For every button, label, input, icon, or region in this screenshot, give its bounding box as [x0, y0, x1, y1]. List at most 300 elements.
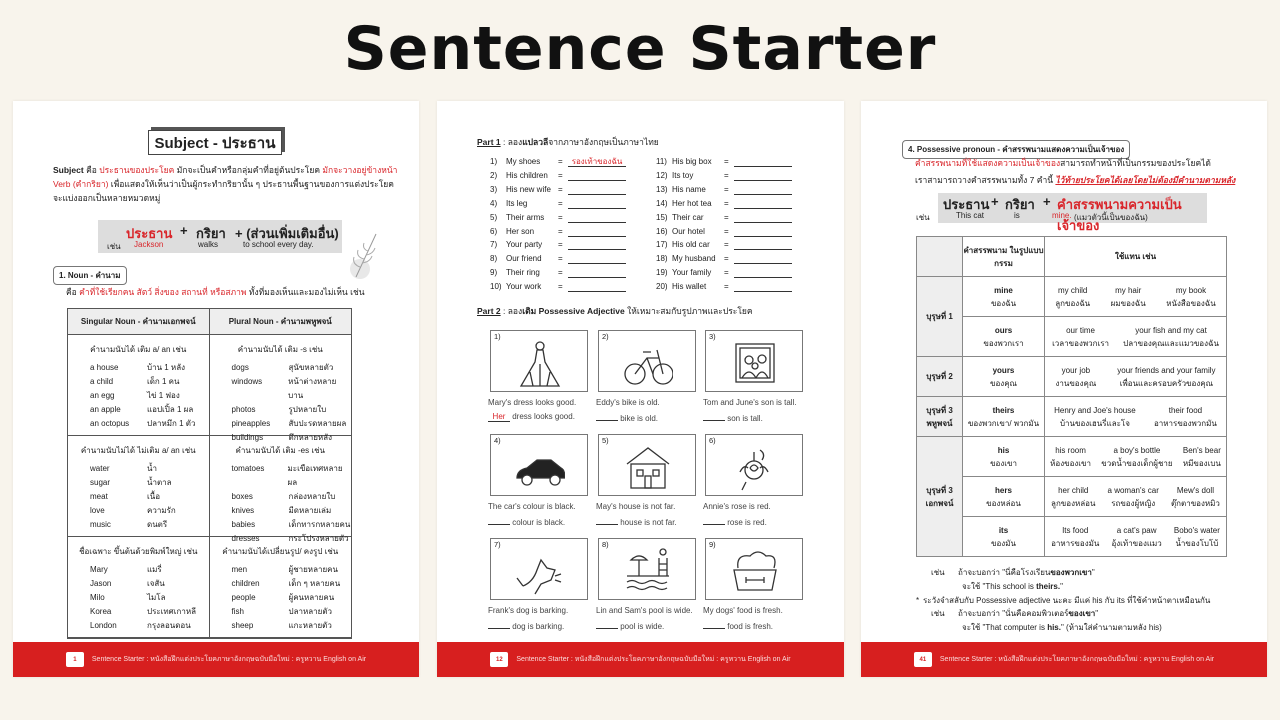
example-english: your friends and your family — [1117, 365, 1216, 375]
exercise-caption — [703, 500, 813, 530]
answer-blank[interactable] — [596, 410, 618, 421]
list-item — [210, 504, 352, 518]
table-cell — [68, 335, 210, 436]
sentence-rest: rose is red. — [725, 518, 767, 527]
sentence-rest: son is tall. — [725, 414, 763, 423]
list-item — [210, 490, 352, 504]
equals-sign: = — [558, 254, 563, 264]
text-segment: ถ้าจะบอกว่า "นั่นคือคอมพิวเตอร์ — [958, 609, 1069, 619]
cell-title: คำนามนับได้เปลี่ยนรูป/ คงรูป เช่น — [222, 547, 339, 556]
list-item — [210, 361, 352, 375]
thai-meaning: เด็ก ๆ หลายคน — [288, 579, 341, 588]
fill-line — [596, 618, 706, 634]
list-item — [68, 417, 209, 431]
example-verb: walks — [198, 240, 219, 249]
note-line — [962, 621, 1162, 635]
picture-box — [598, 330, 696, 392]
list-item — [68, 605, 209, 619]
example-thai: น้ำของโบโบ้ — [1175, 538, 1219, 548]
examples-cell — [1045, 397, 1227, 437]
person-label: บุรุษที่ 1 — [917, 277, 963, 357]
exercise-caption — [596, 500, 706, 530]
examples-cell — [1045, 517, 1227, 557]
pronoun-cell — [963, 517, 1045, 557]
example-english: her child — [1058, 485, 1089, 495]
exercise-caption — [703, 396, 813, 426]
item-phrase: His big box — [672, 157, 712, 166]
equals-sign: = — [558, 198, 563, 208]
formula-plus: + — [180, 223, 188, 238]
example-thai: อาหารของพวกมัน — [1153, 418, 1217, 428]
equals-sign: = — [724, 212, 729, 222]
answer-blank[interactable] — [568, 226, 626, 237]
exercise-caption — [596, 604, 706, 634]
cell-title: คำนามนับไม่ได้ ไม่เติม a/ an เช่น — [80, 446, 196, 455]
pronoun-cell — [963, 357, 1045, 397]
footer-text: Sentence Starter : หนังสือฝึกแต่งประโยคภาษาอังกฤษฉบับมือใหม่ : ครูหวาน English on Air — [516, 656, 791, 663]
example-item — [1108, 484, 1159, 510]
answer-blank[interactable] — [703, 410, 725, 421]
thai-meaning: มีดหลายเล่ม — [288, 506, 332, 515]
text-segment: ถ้าจะบอกว่า "นี่คือโรงเรียน — [958, 568, 1051, 577]
example-extra: to school every day. — [243, 240, 314, 249]
english-word: a child — [90, 377, 114, 386]
answer-blank[interactable] — [568, 170, 626, 181]
text-segment: his. — [1047, 623, 1061, 633]
example-english: your fish and my cat — [1135, 325, 1207, 335]
table-cell — [210, 436, 352, 543]
list-item — [68, 361, 209, 375]
thai-meaning: แมรี่ — [147, 565, 162, 574]
english-word: Milo — [90, 593, 105, 602]
answer-blank[interactable] — [734, 184, 792, 195]
examples-cell — [1045, 277, 1227, 317]
english-word: buildings — [231, 433, 264, 442]
main-title: Sentence Starter — [343, 14, 937, 84]
picture-box — [705, 330, 803, 392]
list-item — [68, 375, 209, 389]
pronoun-thai: ของหล่อน — [986, 498, 1021, 508]
page-footer — [437, 642, 844, 677]
item-phrase: His wallet — [672, 282, 707, 292]
answer-blank[interactable] — [596, 514, 618, 525]
fill-line — [488, 618, 598, 634]
picture-box — [490, 330, 588, 392]
example-thai: งานของคุณ — [1055, 378, 1097, 388]
list-item — [68, 577, 209, 591]
text-segment: ให้เหมาะสมกับรูปภาพและประโยค — [624, 306, 753, 316]
thai-meaning: ปลาหมึก 1 ตัว — [147, 419, 196, 428]
equals-sign: = — [724, 157, 729, 166]
page-number: 41 — [919, 656, 927, 663]
exercise-number: 5) — [602, 436, 609, 445]
formula-subject: ประธาน — [126, 226, 173, 241]
book-icon — [490, 652, 508, 667]
pronoun: mine — [994, 285, 1013, 295]
item-phrase: Her hot tea — [672, 198, 712, 208]
example-item — [1051, 524, 1099, 550]
formula-plus: + — [991, 194, 999, 209]
text-segment: ประธานของประโยค — [99, 165, 175, 175]
example-thai: อุ้งเท้าของแมว — [1111, 538, 1162, 548]
exercise-caption — [596, 396, 706, 426]
thai-meaning: เจสัน — [147, 579, 165, 588]
footer-text: Sentence Starter : หนังสือฝึกแต่งประโยคภาษาอังกฤษฉบับมือใหม่ : ครูหวาน English on Air — [939, 656, 1215, 663]
example-item — [1166, 284, 1215, 310]
bike-icon — [623, 337, 673, 389]
example-item — [1117, 364, 1215, 390]
equals-sign: = — [558, 170, 563, 180]
text-segment: จะใช้ "This school is — [962, 581, 1037, 591]
equals-sign: = — [724, 198, 729, 208]
answer-blank[interactable] — [568, 198, 626, 209]
page-possessive-pronoun — [861, 101, 1267, 677]
thai-meaning: เด็กทารกหลายคน — [288, 520, 351, 529]
answer-blank[interactable] — [488, 618, 510, 629]
examples — [1045, 524, 1226, 550]
thai-meaning: ผู้คนหลายคน — [288, 593, 335, 602]
car-icon — [515, 441, 565, 493]
person-label: บุรุษที่ 3 พหูพจน์ — [917, 397, 963, 437]
answer-blank[interactable] — [568, 281, 626, 292]
examples — [1045, 324, 1226, 350]
answer-blank[interactable] — [734, 281, 792, 292]
item-number: 13) — [656, 184, 668, 194]
source-sentence: May's house is not far. — [596, 502, 676, 511]
equals-sign: = — [558, 226, 563, 236]
note-lead: เช่น — [931, 568, 945, 577]
answer-blank[interactable] — [734, 226, 792, 237]
english-word: love — [90, 506, 105, 515]
text-segment: คือ — [66, 287, 80, 297]
english-word: babies — [231, 520, 256, 529]
thai-meaning: น้ำตาล — [147, 478, 172, 487]
thai-meaning: ความรัก — [147, 506, 176, 515]
text-segment: ระวังจำสลับกับ Possessive adjective นะคะ มีแค่ his กับ its ที่ใช้คำหน้าตาเหมือนกัน — [923, 595, 1211, 605]
answer-blank[interactable] — [568, 239, 626, 250]
item-number: 18) — [656, 254, 668, 264]
table-cell — [210, 335, 352, 442]
example-english: our time — [1066, 325, 1095, 335]
equals-sign: = — [724, 170, 729, 180]
english-word: sugar — [90, 478, 111, 487]
pronoun: yours — [992, 365, 1015, 375]
answer-blank[interactable] — [596, 618, 618, 629]
note-line — [958, 566, 1095, 580]
picture-box — [705, 434, 803, 496]
list-item — [210, 417, 352, 431]
example-english: Henry and Joe's house — [1054, 405, 1136, 415]
example-english: a boy's bottle — [1113, 445, 1161, 455]
note-line — [958, 607, 1098, 621]
cell-title: ชื่อเฉพาะ ขึ้นต้นด้วยพิมพ์ใหญ่ เช่น — [79, 547, 198, 556]
english-word: fish — [231, 607, 244, 616]
thai-meaning: กรุงลอนดอน — [147, 621, 191, 630]
answer-blank[interactable] — [734, 239, 792, 250]
table-cell — [210, 537, 352, 638]
item-phrase: His old car — [672, 240, 710, 250]
answer-blank[interactable] — [734, 267, 792, 278]
item-number: 19) — [656, 268, 668, 278]
text-segment: จากภาษาอังกฤษเป็นภาษาไทย — [548, 137, 659, 147]
sentence-rest: dress looks good. — [510, 412, 575, 421]
sentence-rest: colour is black. — [510, 518, 566, 527]
item-number: 9) — [490, 268, 498, 278]
formula-verb: กริยา — [1005, 197, 1035, 212]
picture-box — [490, 434, 588, 496]
item-number: 11) — [656, 157, 667, 166]
exercise-number: 7) — [494, 540, 501, 549]
example-item — [1055, 364, 1096, 390]
example-translation: (แมวตัวนี้เป็นของฉัน) — [1074, 213, 1148, 222]
answer-blank[interactable] — [488, 514, 510, 525]
answer-blank[interactable] — [568, 212, 626, 223]
text-segment: คำสรรพนามที่ใช้แสดงความเป็นเจ้าของ — [915, 158, 1061, 168]
item-number: 7) — [490, 240, 498, 250]
examples-cell — [1045, 477, 1227, 517]
example-item — [1055, 284, 1090, 310]
exercise-caption — [488, 604, 598, 634]
examples — [1045, 444, 1226, 470]
item-number: 10) — [490, 282, 502, 292]
example-item — [1052, 324, 1109, 350]
example-thai: ลูกของหล่อน — [1051, 498, 1096, 508]
family-photo-icon — [730, 337, 780, 389]
list-item — [210, 462, 352, 490]
thai-meaning: บ้าน 1 หลัง — [147, 363, 186, 372]
table-header: Singular Noun - คำนามเอกพจน์ — [68, 309, 210, 335]
footer-text: Sentence Starter : หนังสือฝึกแต่งประโยคภาษาอังกฤษฉบับมือใหม่ : ครูหวาน English on Air — [91, 656, 367, 663]
exercise-number: 4) — [494, 436, 501, 445]
exercise-number: 3) — [709, 332, 716, 341]
text-segment: คำที่ใช้เรียกคน สัตว์ สิ่งของ สถานที่ หรือสภาพ — [79, 287, 247, 297]
equals-sign: = — [558, 268, 563, 278]
answer-blank[interactable] — [568, 184, 626, 195]
exercise-number: 6) — [709, 436, 716, 445]
formula-box — [98, 220, 342, 253]
english-word: knives — [231, 506, 255, 515]
item-number: 17) — [656, 240, 668, 250]
pronoun-thai: ของพวกเรา — [983, 338, 1024, 348]
source-sentence: Tom and June's son is tall. — [703, 398, 797, 407]
list-item — [210, 619, 352, 633]
answer-blank[interactable] — [734, 170, 792, 181]
exercise-number: 2) — [602, 332, 609, 341]
example-english: their food — [1168, 405, 1203, 415]
pronoun: ours — [994, 325, 1013, 335]
answer-blank[interactable] — [568, 253, 626, 264]
answer-blank[interactable]: Her — [488, 411, 510, 422]
source-sentence: Annie's rose is red. — [703, 502, 771, 511]
list-item — [210, 591, 352, 605]
pronoun: his — [997, 445, 1010, 455]
list-item — [68, 490, 209, 504]
picture-box — [598, 538, 696, 600]
example-item — [1054, 404, 1136, 430]
dress-icon — [515, 337, 565, 389]
fill-line — [703, 410, 813, 426]
note-lead: * — [916, 595, 920, 605]
text-segment: ทั้งที่มองเห็นและมองไม่เห็น เช่น — [246, 287, 365, 297]
english-word: windows — [231, 377, 263, 386]
text-segment: มักจะวางอยู่ข้างหน้า Verb (คำกริยา) — [53, 165, 398, 189]
pronoun-cell — [963, 397, 1045, 437]
thai-meaning: สับปะรดหลายผล — [288, 419, 347, 428]
fill-line — [488, 514, 598, 530]
equals-sign: = — [724, 184, 729, 194]
example-thai: หนังสือของฉัน — [1166, 298, 1216, 308]
english-word: boxes — [231, 492, 253, 501]
equals-sign: = — [558, 157, 563, 166]
english-word: pineapples — [231, 419, 271, 428]
item-phrase: Her son — [506, 226, 535, 236]
answer-blank[interactable] — [734, 253, 792, 264]
book-icon — [66, 652, 84, 667]
intro-line-1 — [915, 156, 1211, 170]
leaf-decoration-icon — [346, 229, 382, 281]
english-word: Korea — [90, 607, 112, 616]
english-word: an apple — [90, 405, 121, 414]
item-number: 6) — [490, 226, 498, 236]
sentence-rest: bike is old. — [618, 414, 659, 423]
example-item — [1111, 284, 1146, 310]
answer-blank[interactable]: รองเท้าของฉัน — [568, 156, 626, 167]
thai-meaning: เนื้อ — [147, 492, 161, 501]
item-number: 12) — [656, 170, 668, 180]
example-thai: ผมของฉัน — [1110, 298, 1146, 308]
text-segment: " — [1091, 568, 1095, 577]
source-sentence: Eddy's bike is old. — [596, 398, 660, 407]
item-number: 2) — [490, 170, 498, 180]
page-number: 12 — [496, 656, 503, 663]
exercise-number: 9) — [709, 540, 716, 549]
text-segment: จะใช้ "That computer is — [962, 623, 1048, 633]
page-footer — [13, 642, 419, 677]
table-cell — [68, 436, 210, 537]
part1-heading — [477, 135, 659, 149]
example-english: my hair — [1115, 285, 1142, 295]
note-line — [923, 594, 1210, 608]
examples — [1045, 364, 1226, 390]
cell-title: คำนามนับได้ เติม -es เช่น — [235, 446, 325, 455]
list-item — [68, 403, 209, 417]
text-segment: : ลอง — [500, 137, 523, 147]
noun-table — [67, 308, 352, 639]
example-thai: รถของผู้หญิง — [1111, 498, 1156, 508]
item-phrase: His children — [506, 170, 548, 180]
pronoun: hers — [995, 485, 1012, 495]
text-segment: " — [1095, 609, 1099, 619]
thai-meaning: กล่องหลายใบ — [288, 492, 336, 501]
equals-sign: = — [558, 240, 563, 250]
english-word: dresses — [231, 534, 260, 543]
example-english: my book — [1175, 285, 1207, 295]
example-thai: ตุ๊กตาของหมิว — [1170, 498, 1220, 508]
pronoun-cell — [963, 317, 1045, 357]
item-phrase: My husband — [672, 254, 716, 264]
text-segment: : ลอง — [500, 306, 523, 316]
pronoun-thai: ของมัน — [991, 538, 1016, 548]
list-item — [68, 462, 209, 476]
answer-blank[interactable] — [734, 212, 792, 223]
answer-blank[interactable] — [703, 618, 725, 629]
answer-blank[interactable] — [734, 198, 792, 209]
noun-definition — [66, 285, 365, 299]
possessive-pronoun-table — [916, 236, 1227, 557]
list-item — [68, 504, 209, 518]
exercise-caption — [488, 396, 598, 424]
table-header: ใช้แทน เช่น — [1045, 237, 1227, 277]
equals-sign: = — [724, 240, 729, 250]
item-number: 16) — [656, 226, 668, 236]
table-header — [917, 237, 963, 277]
examples-cell — [1045, 357, 1227, 397]
example-subject: Jackson — [134, 240, 164, 249]
list-item — [68, 518, 209, 532]
answer-blank[interactable] — [568, 267, 626, 278]
item-phrase: Its leg — [506, 198, 528, 208]
example-item — [1051, 484, 1095, 510]
possessive-pronoun-tag: 4. Possessive pronoun - คำสรรพนามแสดงความเป็นเจ้าของ — [902, 140, 1130, 159]
english-word: children — [231, 579, 260, 588]
pronoun: its — [998, 525, 1009, 535]
example-item — [1174, 524, 1220, 550]
sentence-rest: house is not far. — [618, 518, 677, 527]
examples — [1045, 284, 1226, 310]
item-phrase: Our hotel — [672, 226, 705, 236]
page-number: 1 — [73, 656, 77, 663]
thai-meaning: ตึกหลายหลัง — [288, 433, 332, 442]
example-thai: หมีของเบน — [1182, 458, 1221, 468]
answer-blank[interactable] — [703, 514, 725, 525]
fill-line — [596, 514, 706, 530]
person-label: บุรุษที่ 2 — [917, 357, 963, 397]
list-item — [210, 518, 352, 532]
list-item — [68, 476, 209, 490]
part2-heading — [477, 304, 753, 318]
text-segment: เติม Possessive Adjective — [522, 306, 625, 316]
text-segment: เพื่อแสดงให้เห็นว่าเป็นผู้กระทำกริยานั้น ๆ ประธานพื้นฐานของการแต่งประโยค จะแบ่งออกเป็นหลายหมวดหมู่ — [53, 179, 394, 203]
list-item — [68, 619, 209, 633]
list-item — [210, 563, 352, 577]
rose-icon — [730, 441, 780, 493]
item-phrase: My shoes — [506, 157, 541, 166]
formula-subject: ประธาน — [943, 197, 990, 212]
english-word: water — [90, 464, 110, 473]
text-segment: มักจะเป็นคำหรือกลุ่มคำที่อยู่ต้นประโยค — [174, 165, 323, 175]
equals-sign: = — [558, 282, 563, 292]
list-item — [68, 591, 209, 605]
example-item — [1111, 524, 1161, 550]
item-phrase: Your family — [672, 268, 712, 278]
list-item — [68, 389, 209, 403]
example-english: a woman's car — [1107, 485, 1159, 495]
pronoun: theirs — [992, 405, 1015, 415]
english-word: photos — [231, 405, 256, 414]
thai-meaning: หน้าต่างหลายบาน — [288, 377, 337, 400]
formula-verb: กริยา — [196, 226, 226, 241]
cell-title: คำนามนับได้ เติม -s เช่น — [237, 345, 323, 354]
equals-sign: = — [558, 184, 563, 194]
answer-blank[interactable] — [734, 156, 792, 167]
example-item — [1101, 444, 1172, 470]
item-phrase: Their arms — [506, 212, 545, 222]
intro-line-2 — [915, 173, 1235, 187]
note-lead: เช่น — [931, 609, 945, 619]
example-english: Mew's doll — [1176, 485, 1214, 495]
fill-line — [596, 410, 706, 426]
sentence-rest: dog is barking. — [510, 622, 565, 631]
